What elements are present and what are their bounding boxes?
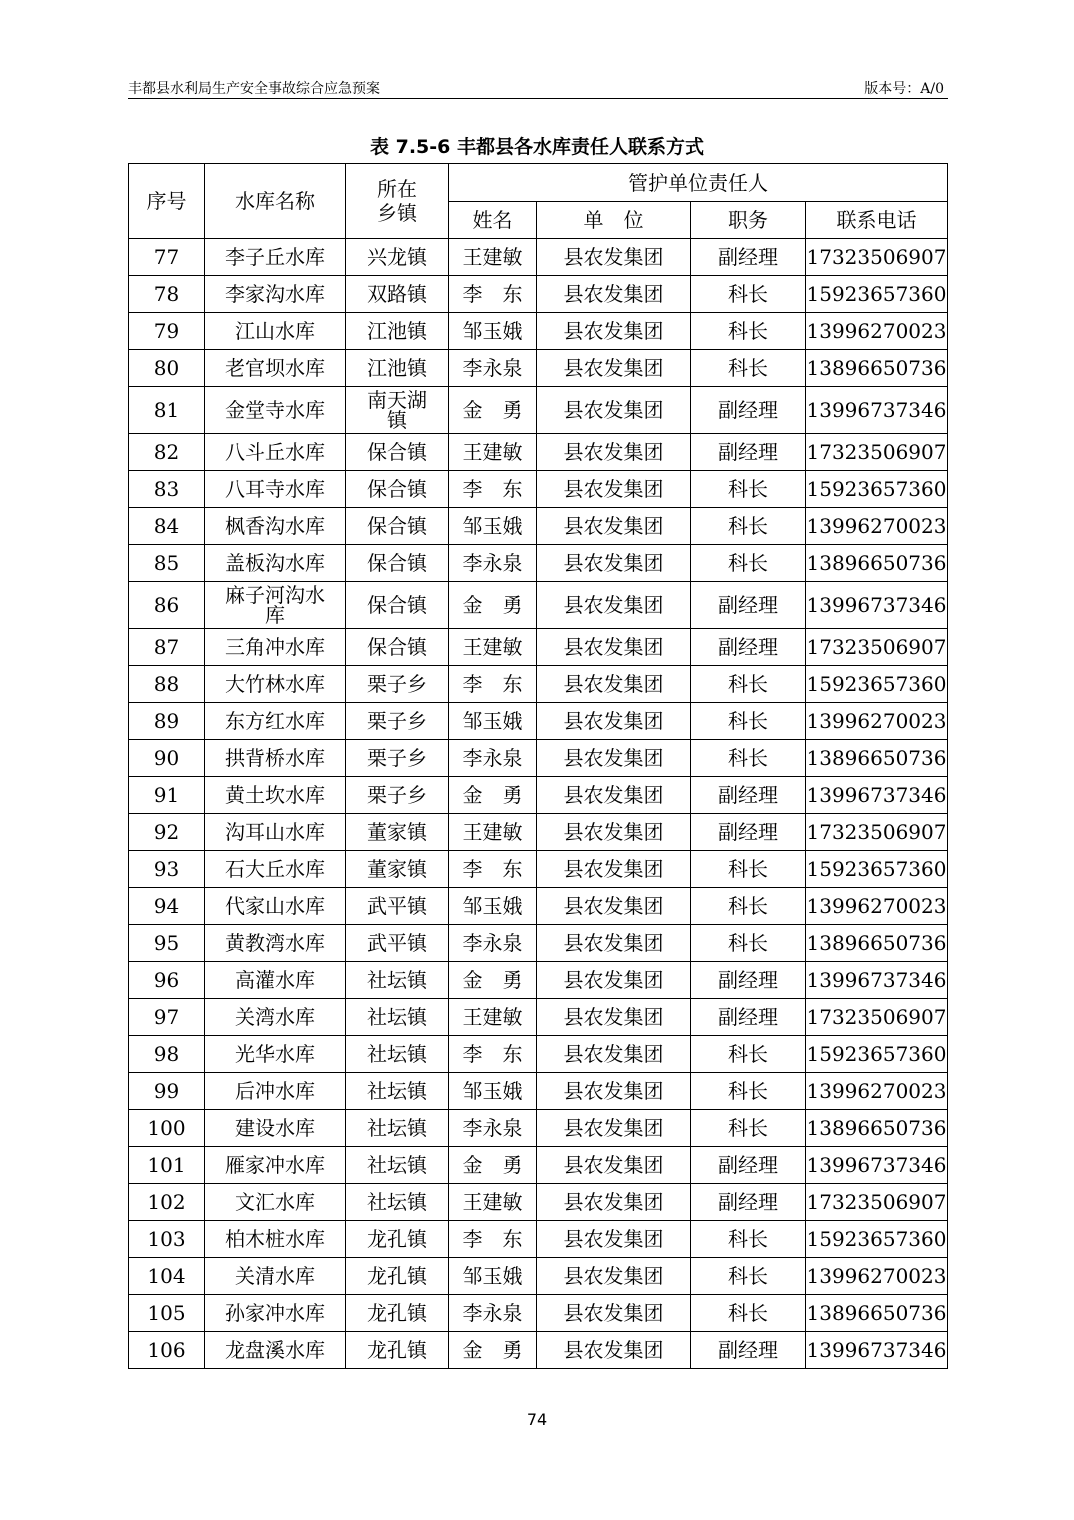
cell-phone: 13896650736 [806, 545, 948, 582]
cell-town: 南天湖镇 [346, 387, 449, 434]
cell-post: 副经理 [691, 1332, 806, 1369]
cell-name: 高灌水库 [205, 962, 346, 999]
table-row [129, 1073, 948, 1110]
cell-phone: 13996737346 [806, 582, 948, 629]
cell-unit: 县农发集团 [537, 1110, 691, 1147]
cell-person: 李 东 [449, 471, 537, 508]
cell-person: 金 勇 [449, 1147, 537, 1184]
cell-post: 副经理 [691, 962, 806, 999]
cell-person: 李 东 [449, 666, 537, 703]
cell-post: 副经理 [691, 1147, 806, 1184]
cell-town: 保合镇 [346, 434, 449, 471]
cell-person: 邹玉娥 [449, 1073, 537, 1110]
cell-town: 栗子乡 [346, 777, 449, 814]
cell-person: 李永泉 [449, 1110, 537, 1147]
version-number: 版本号：A/0 [864, 81, 944, 97]
cell-seq: 81 [129, 387, 205, 434]
cell-town: 栗子乡 [346, 740, 449, 777]
cell-town: 保合镇 [346, 629, 449, 666]
cell-phone: 17323506907 [806, 239, 948, 276]
table-row [129, 582, 948, 629]
cell-person: 李永泉 [449, 740, 537, 777]
cell-person: 王建敏 [449, 434, 537, 471]
cell-town: 社坛镇 [346, 1073, 449, 1110]
cell-unit: 县农发集团 [537, 1258, 691, 1295]
cell-post: 科长 [691, 1221, 806, 1258]
cell-seq: 97 [129, 999, 205, 1036]
cell-phone: 13996270023 [806, 703, 948, 740]
table-row [129, 350, 948, 387]
cell-phone: 13996737346 [806, 1332, 948, 1369]
table-row [129, 1036, 948, 1073]
cell-town: 栗子乡 [346, 703, 449, 740]
cell-phone: 15923657360 [806, 666, 948, 703]
cell-phone: 17323506907 [806, 814, 948, 851]
cell-name: 麻子河沟水库 [205, 582, 346, 629]
cell-name: 龙盘溪水库 [205, 1332, 346, 1369]
cell-post: 科长 [691, 740, 806, 777]
cell-person: 李永泉 [449, 350, 537, 387]
cell-name: 东方红水库 [205, 703, 346, 740]
cell-name: 李家沟水库 [205, 276, 346, 313]
cell-person: 王建敏 [449, 999, 537, 1036]
table-row [129, 703, 948, 740]
cell-name: 枫香沟水库 [205, 508, 346, 545]
cell-seq: 104 [129, 1258, 205, 1295]
reservoir-contact-table [128, 163, 948, 1369]
cell-person: 邹玉娥 [449, 313, 537, 350]
cell-town: 江池镇 [346, 313, 449, 350]
cell-unit: 县农发集团 [537, 508, 691, 545]
cell-seq: 93 [129, 851, 205, 888]
cell-town: 栗子乡 [346, 666, 449, 703]
cell-seq: 89 [129, 703, 205, 740]
table-row [129, 239, 948, 276]
cell-post: 科长 [691, 1036, 806, 1073]
table-row [129, 1184, 948, 1221]
cell-seq: 100 [129, 1110, 205, 1147]
cell-name: 八斗丘水库 [205, 434, 346, 471]
cell-post: 副经理 [691, 999, 806, 1036]
cell-person: 邹玉娥 [449, 1258, 537, 1295]
cell-town: 龙孔镇 [346, 1332, 449, 1369]
cell-town: 社坛镇 [346, 1184, 449, 1221]
cell-name: 建设水库 [205, 1110, 346, 1147]
cell-phone: 17323506907 [806, 999, 948, 1036]
cell-seq: 98 [129, 1036, 205, 1073]
cell-seq: 86 [129, 582, 205, 629]
cell-seq: 102 [129, 1184, 205, 1221]
cell-town: 保合镇 [346, 545, 449, 582]
cell-name: 大竹林水库 [205, 666, 346, 703]
col-header-town-text: 所在乡镇 [377, 177, 417, 225]
table-row [129, 925, 948, 962]
cell-post: 科长 [691, 545, 806, 582]
cell-phone: 13996737346 [806, 777, 948, 814]
cell-unit: 县农发集团 [537, 814, 691, 851]
cell-unit: 县农发集团 [537, 387, 691, 434]
cell-phone: 13996737346 [806, 962, 948, 999]
cell-town: 保合镇 [346, 582, 449, 629]
cell-town: 社坛镇 [346, 1036, 449, 1073]
cell-unit: 县农发集团 [537, 999, 691, 1036]
cell-town: 社坛镇 [346, 1147, 449, 1184]
cell-name: 老官坝水库 [205, 350, 346, 387]
cell-unit: 县农发集团 [537, 666, 691, 703]
cell-seq: 95 [129, 925, 205, 962]
col-header-unit: 单 位 [537, 202, 691, 239]
cell-name: 孙家冲水库 [205, 1295, 346, 1332]
cell-seq: 82 [129, 434, 205, 471]
col-header-person: 姓名 [449, 202, 537, 239]
col-header-group: 管护单位责任人 [449, 164, 948, 202]
cell-post: 副经理 [691, 629, 806, 666]
cell-post: 副经理 [691, 434, 806, 471]
col-header-name: 水库名称 [205, 164, 346, 239]
cell-town: 董家镇 [346, 814, 449, 851]
cell-unit: 县农发集团 [537, 1295, 691, 1332]
cell-unit: 县农发集团 [537, 629, 691, 666]
cell-post: 科长 [691, 1073, 806, 1110]
col-header-seq: 序号 [129, 164, 205, 239]
cell-phone: 17323506907 [806, 434, 948, 471]
cell-town: 武平镇 [346, 925, 449, 962]
table-row [129, 1332, 948, 1369]
table-row [129, 888, 948, 925]
cell-phone: 13996270023 [806, 1073, 948, 1110]
table-row [129, 508, 948, 545]
cell-town: 兴龙镇 [346, 239, 449, 276]
cell-unit: 县农发集团 [537, 1036, 691, 1073]
cell-person: 王建敏 [449, 629, 537, 666]
table-row [129, 629, 948, 666]
cell-name: 沟耳山水库 [205, 814, 346, 851]
cell-name: 后冲水库 [205, 1073, 346, 1110]
cell-unit: 县农发集团 [537, 582, 691, 629]
table-row [129, 313, 948, 350]
cell-phone: 13996270023 [806, 1258, 948, 1295]
cell-seq: 85 [129, 545, 205, 582]
cell-phone: 13996270023 [806, 888, 948, 925]
cell-phone: 13896650736 [806, 740, 948, 777]
cell-name: 文汇水库 [205, 1184, 346, 1221]
cell-phone: 17323506907 [806, 629, 948, 666]
cell-unit: 县农发集团 [537, 888, 691, 925]
cell-name: 关清水库 [205, 1258, 346, 1295]
cell-seq: 92 [129, 814, 205, 851]
cell-town: 龙孔镇 [346, 1258, 449, 1295]
table-row [129, 545, 948, 582]
cell-seq: 80 [129, 350, 205, 387]
table-row [129, 666, 948, 703]
page-header [128, 76, 948, 99]
cell-seq: 88 [129, 666, 205, 703]
cell-post: 副经理 [691, 1184, 806, 1221]
cell-unit: 县农发集团 [537, 1184, 691, 1221]
cell-post: 科长 [691, 1295, 806, 1332]
cell-unit: 县农发集团 [537, 740, 691, 777]
cell-person: 金 勇 [449, 962, 537, 999]
table-row [129, 276, 948, 313]
cell-seq: 105 [129, 1295, 205, 1332]
cell-unit: 县农发集团 [537, 1221, 691, 1258]
document-title: 丰都县水利局生产安全事故综合应急预案 [128, 81, 380, 97]
cell-post: 副经理 [691, 239, 806, 276]
cell-unit: 县农发集团 [537, 851, 691, 888]
col-header-town [346, 164, 449, 239]
page-number: 74 [526, 1410, 548, 1429]
cell-name: 盖板沟水库 [205, 545, 346, 582]
cell-unit: 县农发集团 [537, 239, 691, 276]
table-row [129, 1110, 948, 1147]
cell-unit: 县农发集团 [537, 545, 691, 582]
cell-person: 金 勇 [449, 1332, 537, 1369]
cell-person: 李 东 [449, 851, 537, 888]
cell-unit: 县农发集团 [537, 962, 691, 999]
cell-unit: 县农发集团 [537, 1147, 691, 1184]
cell-town: 社坛镇 [346, 999, 449, 1036]
table-row [129, 1147, 948, 1184]
cell-post: 副经理 [691, 814, 806, 851]
cell-name: 光华水库 [205, 1036, 346, 1073]
cell-phone: 13896650736 [806, 925, 948, 962]
cell-phone: 13996270023 [806, 508, 948, 545]
table-row [129, 999, 948, 1036]
cell-phone: 15923657360 [806, 1221, 948, 1258]
cell-name: 柏木桩水库 [205, 1221, 346, 1258]
cell-phone: 13996270023 [806, 313, 948, 350]
cell-name: 代家山水库 [205, 888, 346, 925]
cell-unit: 县农发集团 [537, 703, 691, 740]
cell-post: 科长 [691, 508, 806, 545]
cell-post: 副经理 [691, 387, 806, 434]
cell-name: 金堂寺水库 [205, 387, 346, 434]
cell-name: 雁家冲水库 [205, 1147, 346, 1184]
cell-person: 王建敏 [449, 814, 537, 851]
table-row [129, 434, 948, 471]
cell-seq: 99 [129, 1073, 205, 1110]
cell-town: 社坛镇 [346, 1110, 449, 1147]
cell-post: 科长 [691, 888, 806, 925]
cell-phone: 13996737346 [806, 387, 948, 434]
cell-person: 李 东 [449, 1221, 537, 1258]
cell-person: 李 东 [449, 1036, 537, 1073]
cell-person: 金 勇 [449, 777, 537, 814]
cell-town: 双路镇 [346, 276, 449, 313]
cell-name: 石大丘水库 [205, 851, 346, 888]
cell-phone: 13996737346 [806, 1147, 948, 1184]
cell-phone: 13896650736 [806, 350, 948, 387]
cell-town: 保合镇 [346, 471, 449, 508]
table-row [129, 1258, 948, 1295]
cell-phone: 15923657360 [806, 471, 948, 508]
cell-post: 科长 [691, 703, 806, 740]
cell-phone: 15923657360 [806, 276, 948, 313]
cell-person: 金 勇 [449, 387, 537, 434]
cell-person: 李 东 [449, 276, 537, 313]
cell-post: 科长 [691, 313, 806, 350]
cell-post: 副经理 [691, 582, 806, 629]
cell-unit: 县农发集团 [537, 777, 691, 814]
cell-town: 武平镇 [346, 888, 449, 925]
cell-unit: 县农发集团 [537, 434, 691, 471]
cell-seq: 101 [129, 1147, 205, 1184]
cell-unit: 县农发集团 [537, 1073, 691, 1110]
cell-name: 黄土坎水库 [205, 777, 346, 814]
table-row [129, 851, 948, 888]
cell-seq: 79 [129, 313, 205, 350]
cell-name: 三角冲水库 [205, 629, 346, 666]
cell-name: 李子丘水库 [205, 239, 346, 276]
cell-person: 邹玉娥 [449, 888, 537, 925]
cell-person: 王建敏 [449, 239, 537, 276]
cell-post: 科长 [691, 1110, 806, 1147]
cell-phone: 13896650736 [806, 1295, 948, 1332]
table-row [129, 740, 948, 777]
cell-post: 科长 [691, 925, 806, 962]
cell-unit: 县农发集团 [537, 925, 691, 962]
cell-post: 科长 [691, 276, 806, 313]
cell-town: 董家镇 [346, 851, 449, 888]
cell-unit: 县农发集团 [537, 276, 691, 313]
cell-unit: 县农发集团 [537, 1332, 691, 1369]
col-header-post: 职务 [691, 202, 806, 239]
cell-seq: 103 [129, 1221, 205, 1258]
cell-post: 科长 [691, 471, 806, 508]
cell-seq: 91 [129, 777, 205, 814]
cell-seq: 84 [129, 508, 205, 545]
cell-person: 王建敏 [449, 1184, 537, 1221]
cell-person: 李永泉 [449, 545, 537, 582]
cell-unit: 县农发集团 [537, 350, 691, 387]
table-body [129, 239, 948, 1369]
table-row [129, 1221, 948, 1258]
cell-seq: 106 [129, 1332, 205, 1369]
cell-post: 科长 [691, 666, 806, 703]
cell-post: 副经理 [691, 777, 806, 814]
cell-unit: 县农发集团 [537, 471, 691, 508]
table-row [129, 777, 948, 814]
cell-phone: 15923657360 [806, 851, 948, 888]
cell-town: 江池镇 [346, 350, 449, 387]
cell-name: 八耳寺水库 [205, 471, 346, 508]
cell-phone: 15923657360 [806, 1036, 948, 1073]
cell-person: 李永泉 [449, 925, 537, 962]
cell-town: 龙孔镇 [346, 1221, 449, 1258]
cell-person: 李永泉 [449, 1295, 537, 1332]
cell-town: 社坛镇 [346, 962, 449, 999]
table-title: 表 7.5-6 丰都县各水库责任人联系方式 [370, 136, 704, 158]
table-row [129, 814, 948, 851]
col-header-phone: 联系电话 [806, 202, 948, 239]
cell-post: 科长 [691, 1258, 806, 1295]
table-row [129, 962, 948, 999]
cell-unit: 县农发集团 [537, 313, 691, 350]
cell-name: 拱背桥水库 [205, 740, 346, 777]
cell-seq: 96 [129, 962, 205, 999]
cell-town: 保合镇 [346, 508, 449, 545]
table-row [129, 1295, 948, 1332]
cell-person: 金 勇 [449, 582, 537, 629]
cell-person: 邹玉娥 [449, 703, 537, 740]
cell-person: 邹玉娥 [449, 508, 537, 545]
cell-phone: 17323506907 [806, 1184, 948, 1221]
cell-name: 江山水库 [205, 313, 346, 350]
table-row [129, 387, 948, 434]
cell-seq: 87 [129, 629, 205, 666]
cell-post: 科长 [691, 851, 806, 888]
table-row [129, 471, 948, 508]
cell-seq: 94 [129, 888, 205, 925]
cell-seq: 90 [129, 740, 205, 777]
cell-post: 科长 [691, 350, 806, 387]
cell-phone: 13896650736 [806, 1110, 948, 1147]
cell-name: 黄教湾水库 [205, 925, 346, 962]
cell-seq: 78 [129, 276, 205, 313]
cell-name: 关湾水库 [205, 999, 346, 1036]
cell-seq: 83 [129, 471, 205, 508]
cell-seq: 77 [129, 239, 205, 276]
cell-town: 龙孔镇 [346, 1295, 449, 1332]
